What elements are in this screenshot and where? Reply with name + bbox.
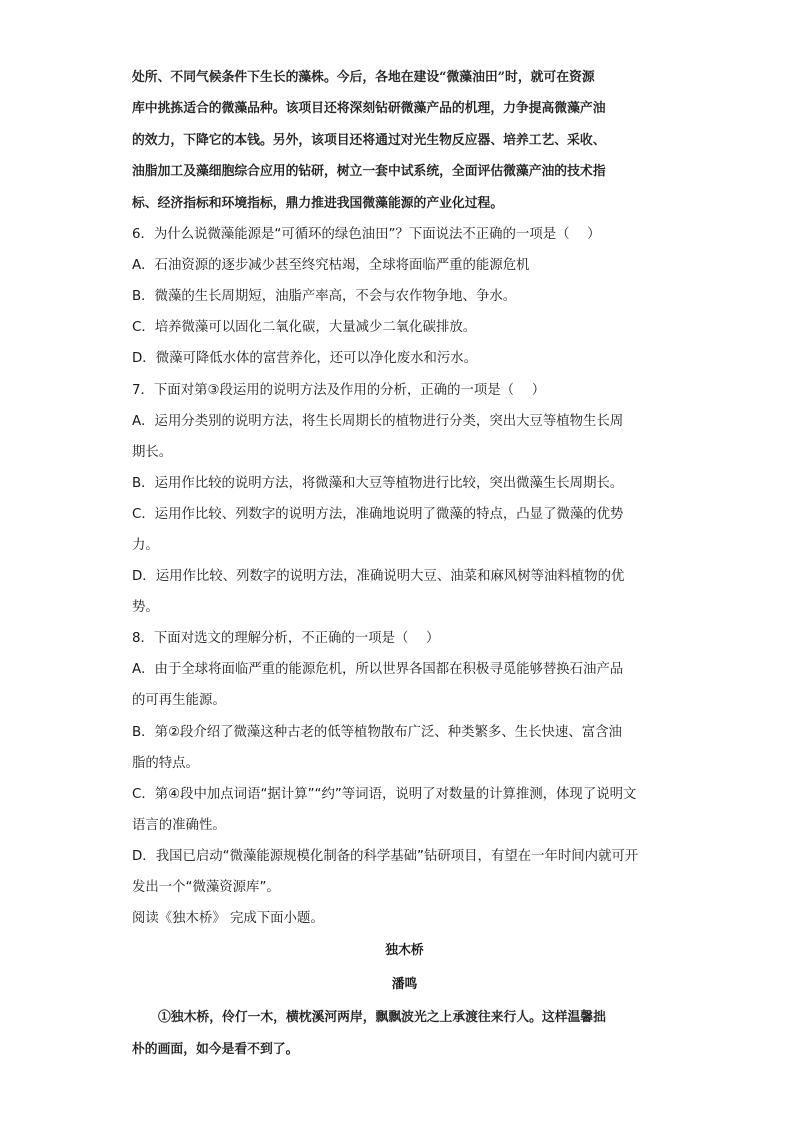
- option-c-cont: 力。: [132, 537, 159, 553]
- passage-line: 的效力，下降它的本钱。另外，该项目还将通过对光生物反应器、培养工艺、采收、: [132, 132, 606, 148]
- reading-intro-block: [132, 903, 677, 934]
- question-8: [132, 623, 677, 903]
- option-b: B．运用作比较的说明方法，将微藻和大豆等植物进行比较，突出微藻生长周期长。: [132, 475, 624, 491]
- option-a: A．运用分类别的说明方法，将生长周期长的植物进行分类，突出大豆等植物生长周: [132, 413, 624, 429]
- option-b: B．微藻的生长周期短，油脂产率高，不会与农作物争地、争水。: [132, 289, 517, 305]
- paragraph-line: ①独木桥，伶仃一木，横枕溪河两岸，飘飘波光之上承渡往来行人。这样温馨拙: [158, 1010, 606, 1026]
- passage-line: 处所、不同气候条件下生长的藻株。今后，各地在建设“微藻油田”时，就可在资源: [132, 70, 595, 85]
- question-stem: 7．下面对第③段运用的说明方法及作用的分析，正确的一项是（ ）: [132, 382, 546, 398]
- option-b-cont: 脂的特点。: [132, 755, 199, 771]
- paragraph-line: 朴的画面，如今是看不到了。: [132, 1041, 299, 1057]
- option-d-cont: 发出一个“微藻资源库”。: [132, 880, 280, 895]
- question-6: [132, 219, 677, 374]
- reading-intro: 阅读《独木桥》 完成下面小题。: [132, 911, 324, 927]
- option-c-cont: 语言的准确性。: [132, 817, 226, 833]
- article-paragraph: [132, 1002, 677, 1065]
- option-c: C．运用作比较、列数字的说明方法，准确地说明了微藻的特点，凸显了微藻的优势: [132, 506, 624, 522]
- option-c: C．第④段中加点词语“据计算”“约”等词语，说明了对数量的计算推测，体现了说明文: [132, 786, 637, 802]
- question-7: [132, 375, 677, 624]
- option-d: D．我国已启动“微藻能源规模化制备的科学基础”钻研项目，有望在一年时间内就可开: [132, 848, 639, 864]
- passage-line: 库中挑拣适合的微藻品种。该项目还将深刻钻研微藻产品的机理，力争提高微藻产油: [132, 101, 606, 117]
- passage-line: 油脂加工及藻细胞综合应用的钻研，树立一套中试系统，全面评估微藻产油的技术指: [132, 164, 606, 180]
- option-d: D．微藻可降低水体的富营养化，还可以净化废水和污水。: [132, 351, 478, 367]
- option-a: A．由于全球将面临严重的能源危机，所以世界各国都在积极寻觅能够替换石油产品: [132, 662, 624, 678]
- option-a-cont: 的可再生能源。: [132, 693, 226, 709]
- option-b: B．第②段介绍了微藻这种古老的低等植物散布广泛、种类繁多、生长快速、富含油: [132, 724, 622, 740]
- passage-tail: [132, 62, 677, 219]
- passage-line: 标、经济指标和环境指标，鼎力推进我国微藻能源的产业化过程。: [132, 195, 504, 211]
- option-a-cont: 期长。: [132, 444, 173, 460]
- page-content: [132, 62, 677, 1065]
- option-d-cont: 势。: [132, 600, 159, 616]
- question-stem: 6．为什么说微藻能源是“可循环的绿色油田”？下面说法不正确的一项是（ ）: [132, 227, 601, 243]
- question-stem: 8．下面对选文的理解分析，不正确的一项是（ ）: [132, 631, 440, 647]
- option-a: A．石油资源的逐步减少甚至终究枯竭，全球将面临严重的能源危机: [132, 258, 530, 274]
- article-title: 独木桥: [385, 943, 424, 959]
- option-c: C．培养微藻可以固化二氧化碳，大量减少二氧化碳排放。: [132, 320, 477, 336]
- article-author: 潘鸣: [391, 977, 418, 993]
- option-d: D．运用作比较、列数字的说明方法，准确说明大豆、油菜和麻风树等油料植物的优: [132, 569, 625, 585]
